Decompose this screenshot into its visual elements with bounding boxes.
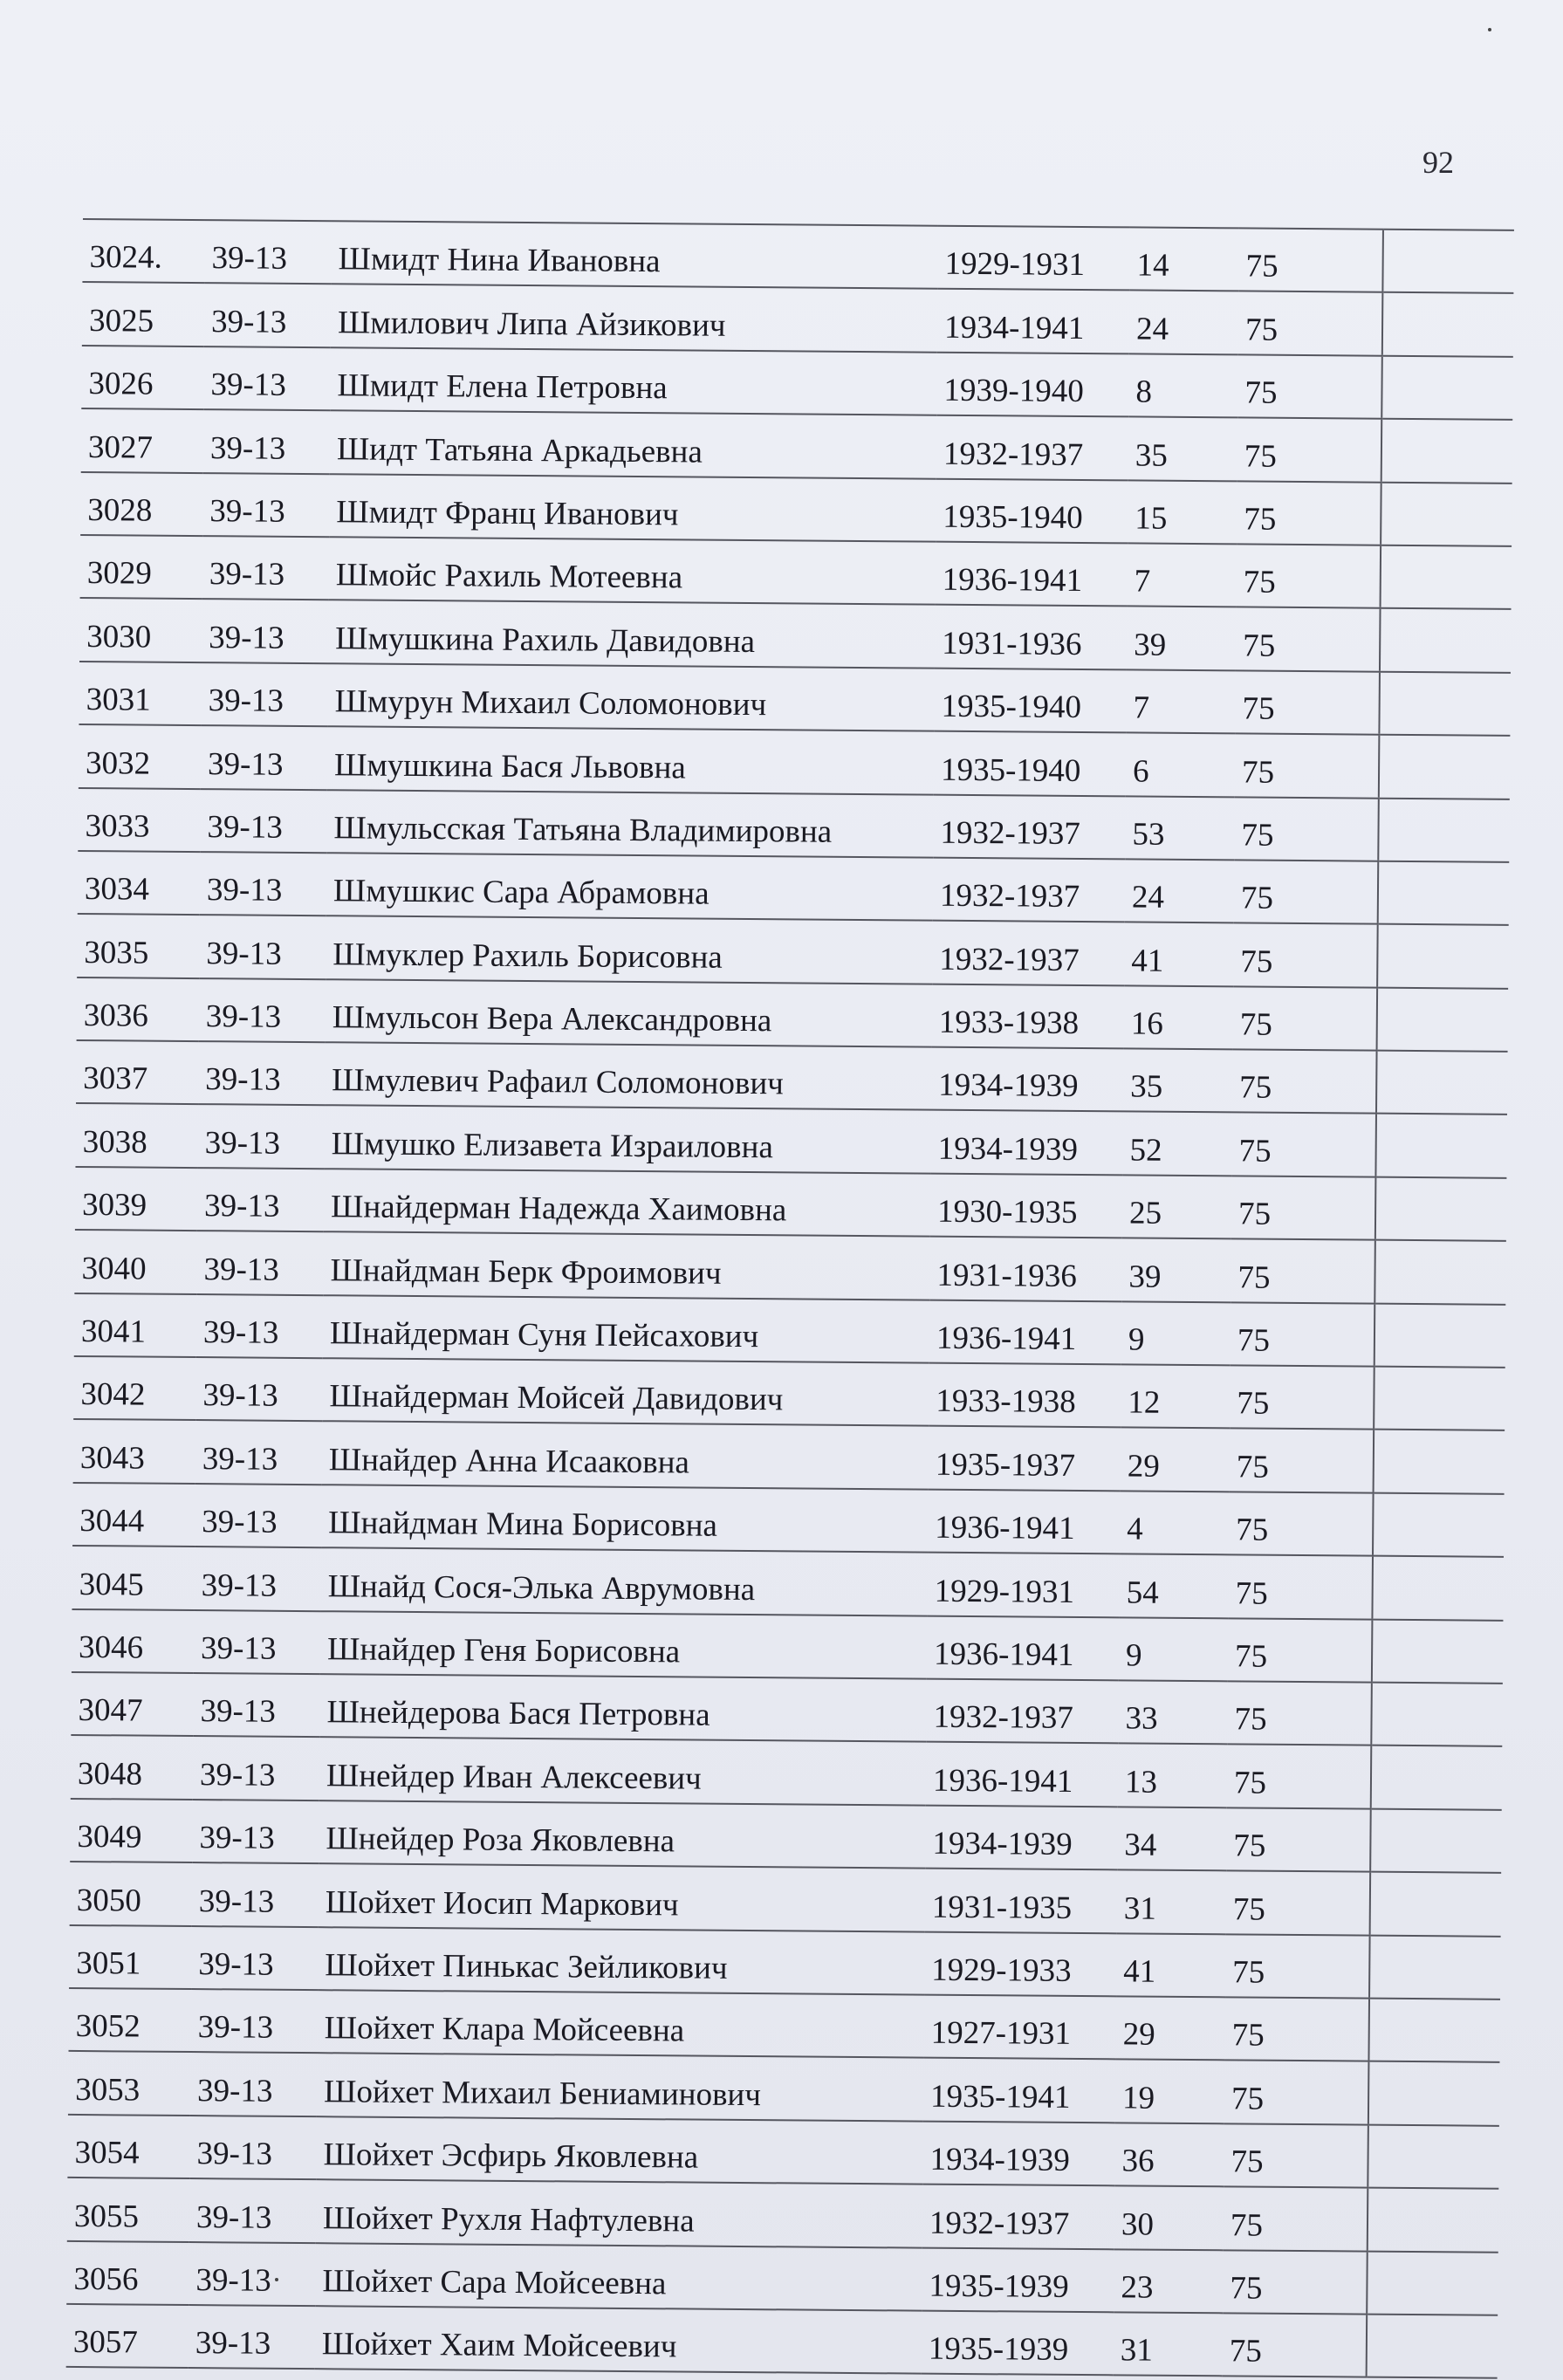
- sheet-count: 24: [1125, 859, 1235, 923]
- table-row: [68, 2051, 1500, 2125]
- person-name: Шмулевич Рафаил Соломонович: [325, 1042, 932, 1110]
- retention-term: 75: [1236, 607, 1381, 672]
- record-number: 3028: [80, 472, 203, 536]
- empty-cell: [1381, 545, 1512, 610]
- retention-term: 75: [1237, 354, 1382, 419]
- person-name: Шмушкина Бася Львовна: [327, 726, 935, 794]
- table-row: [70, 1862, 1502, 1936]
- empty-cell: [1370, 1808, 1502, 1873]
- empty-cell: [1378, 798, 1510, 862]
- fund-code: 39-13: [192, 1862, 319, 1927]
- year-range: 1929-1933: [924, 1931, 1117, 1996]
- fund-code: 39-13: [197, 1168, 325, 1232]
- sheet-count: 4: [1120, 1491, 1230, 1554]
- fund-code: 39-13: [194, 1547, 321, 1611]
- record-number: 3040: [74, 1230, 197, 1293]
- retention-term: 75: [1231, 1176, 1376, 1240]
- sheet-count: 35: [1128, 417, 1238, 481]
- person-name: Шнайдман Мина Борисовна: [321, 1485, 929, 1553]
- person-name: Шмушкис Сара Абрамовна: [326, 853, 934, 921]
- sheet-count: 7: [1126, 669, 1236, 733]
- fund-code: 39-13: [195, 1420, 323, 1485]
- record-number: 3038: [75, 1103, 198, 1167]
- retention-term: 75: [1231, 1113, 1376, 1177]
- retention-term: 75: [1230, 1429, 1374, 1493]
- sheet-count: 31: [1117, 1870, 1227, 1934]
- sheet-count: 29: [1121, 1428, 1231, 1492]
- person-name: Шнайдерман Суня Пейсахович: [323, 1295, 930, 1363]
- retention-term: 75: [1234, 860, 1379, 924]
- record-number: 3035: [77, 914, 200, 977]
- person-name: Шнайдерман Мойсей Давидович: [322, 1358, 929, 1426]
- table-row: [81, 408, 1513, 483]
- retention-term: 75: [1235, 670, 1380, 735]
- table-row: [81, 346, 1513, 420]
- fund-code: 39-13: [190, 1989, 318, 2054]
- person-name: Шойхет Иосип Маркович: [319, 1863, 926, 1931]
- sheet-count: 41: [1116, 1933, 1226, 1997]
- person-name: Шойхет Пинькас Зейликович: [318, 1927, 925, 1995]
- sheet-count: 39: [1127, 607, 1237, 670]
- record-number: 3025: [82, 282, 205, 346]
- sheet-count: 13: [1118, 1744, 1228, 1807]
- table-row: [71, 1672, 1503, 1746]
- person-name: Шмульсская Татьяна Владимировна: [326, 790, 934, 858]
- table-row: [69, 1924, 1501, 1999]
- empty-cell: [1375, 1177, 1507, 1242]
- fund-code: 39-13: [196, 1294, 324, 1359]
- record-number: 3057: [66, 2304, 189, 2368]
- sheet-count: 34: [1117, 1807, 1227, 1870]
- fund-code: 39-13: [189, 2242, 316, 2307]
- empty-cell: [1379, 735, 1511, 799]
- table-row: [78, 787, 1510, 861]
- record-number: 3052: [69, 1988, 192, 2052]
- empty-cell: [1373, 1492, 1505, 1557]
- empty-cell: [1367, 2251, 1498, 2315]
- record-number: 3043: [73, 1419, 196, 1483]
- sheet-count: 16: [1124, 985, 1234, 1049]
- sheet-count: 23: [1114, 2249, 1224, 2313]
- person-name: Шойхет Рухля Нафтулевна: [316, 2179, 923, 2247]
- empty-cell: [1371, 1683, 1503, 1747]
- year-range: 1929-1931: [937, 226, 1130, 291]
- empty-cell: [1375, 1114, 1507, 1178]
- retention-term: 75: [1224, 2123, 1368, 2188]
- empty-cell: [1377, 987, 1509, 1052]
- record-number: 3037: [76, 1040, 199, 1104]
- sheet-count: 36: [1114, 2123, 1224, 2186]
- record-number: 3030: [79, 598, 202, 662]
- table-row: [74, 1293, 1506, 1368]
- year-range: 1931-1936: [935, 605, 1128, 669]
- year-range: 1933-1938: [929, 1363, 1121, 1428]
- retention-term: 75: [1227, 1681, 1372, 1746]
- table-row: [67, 2178, 1499, 2252]
- sheet-count: 31: [1114, 2312, 1224, 2376]
- table-row: [76, 1040, 1508, 1115]
- year-range: 1939-1940: [936, 352, 1129, 416]
- speck-dot: [1488, 28, 1491, 31]
- year-range: 1936-1941: [929, 1300, 1122, 1364]
- year-range: 1936-1941: [936, 542, 1128, 607]
- retention-term: 75: [1226, 1807, 1371, 1872]
- fund-code: 39-13: [196, 1231, 324, 1295]
- year-range: 1932-1937: [933, 794, 1126, 859]
- table-row: [66, 2240, 1498, 2315]
- record-number: 3042: [73, 1356, 196, 1420]
- table-row: [77, 977, 1509, 1052]
- fund-code: 39-13: [203, 409, 331, 474]
- fund-code: 39-13: [197, 1105, 325, 1169]
- retention-term: 75: [1233, 923, 1378, 988]
- person-name: Шойхет Хаим Мойсеевич: [315, 2306, 922, 2374]
- record-number: 3027: [81, 408, 204, 472]
- table-row: [75, 1167, 1507, 1241]
- year-range: 1936-1941: [927, 1615, 1120, 1680]
- record-number: 3039: [75, 1167, 198, 1231]
- record-number: 3050: [70, 1862, 193, 1925]
- table-row: [73, 1356, 1505, 1430]
- year-range: 1934-1939: [931, 1047, 1124, 1112]
- empty-cell: [1371, 1746, 1503, 1810]
- sheet-count: 39: [1121, 1238, 1231, 1302]
- year-range: 1935-1940: [934, 668, 1127, 732]
- fund-code: 39-13: [189, 2178, 317, 2243]
- empty-cell: [1381, 482, 1512, 546]
- empty-cell: [1368, 2061, 1500, 2126]
- retention-term: 75: [1225, 1934, 1370, 1999]
- sheet-count: 12: [1121, 1364, 1231, 1428]
- sheet-count: 7: [1128, 543, 1237, 607]
- sheet-count: 24: [1129, 291, 1239, 354]
- person-name: Шойхет Михаил Бениаминович: [317, 2054, 924, 2122]
- retention-term: 75: [1235, 734, 1380, 799]
- retention-term: 75: [1231, 1302, 1375, 1367]
- retention-term: 75: [1238, 291, 1383, 356]
- empty-cell: [1374, 1367, 1505, 1431]
- sheet-count: 15: [1128, 480, 1237, 544]
- person-name: Шмушко Елизавета Израиловна: [324, 1106, 931, 1174]
- fund-code: 39-13: [202, 536, 330, 600]
- person-name: Шнайд Сося-Элька Аврумовна: [320, 1547, 928, 1615]
- fund-code: 39-13: [199, 978, 326, 1043]
- sheet-count: 14: [1129, 227, 1239, 291]
- fund-code: 39-13: [204, 220, 332, 285]
- person-name: Шнайдерман Надежда Хаимовна: [324, 1169, 931, 1237]
- person-name: Шмидт Елена Петровна: [330, 347, 937, 415]
- person-name: Шмуклер Рахиль Борисовна: [326, 916, 933, 984]
- fund-code: 39-13: [202, 473, 330, 538]
- record-number: 3054: [67, 2115, 190, 2178]
- person-name: Шмойс Рахиль Мотеевна: [329, 537, 936, 605]
- table-row: [80, 535, 1512, 609]
- record-number: 3033: [78, 787, 201, 851]
- sheet-count: 9: [1119, 1617, 1229, 1681]
- record-number: 3029: [80, 535, 203, 599]
- empty-cell: [1368, 1999, 1500, 2063]
- empty-cell: [1377, 924, 1509, 989]
- fund-code: 39-13: [199, 915, 326, 979]
- year-range: 1935-1940: [934, 731, 1127, 796]
- empty-cell: [1381, 419, 1513, 484]
- year-range: 1934-1941: [937, 289, 1130, 353]
- sheet-count: 6: [1126, 733, 1236, 797]
- year-range: 1935-1937: [929, 1426, 1121, 1491]
- retention-term: 75: [1223, 2250, 1368, 2315]
- retention-term: 75: [1237, 481, 1381, 545]
- fund-code: 39-13: [195, 1357, 323, 1422]
- person-name: Шнайдер Анна Исааковна: [322, 1422, 929, 1490]
- empty-cell: [1381, 355, 1513, 420]
- table-row: [72, 1483, 1505, 1557]
- record-number: 3024.: [82, 219, 205, 283]
- table-row: [66, 2304, 1498, 2378]
- record-number: 3048: [71, 1735, 194, 1799]
- fund-code: 39-13: [189, 2116, 317, 2180]
- sheet-count: 35: [1123, 1048, 1233, 1112]
- table-row: [79, 724, 1511, 799]
- year-range: 1931-1936: [929, 1237, 1122, 1301]
- retention-term: 75: [1224, 2061, 1369, 2125]
- register-body: [66, 219, 1514, 2378]
- fund-code: 39-13: [201, 725, 328, 790]
- sheet-count: 54: [1119, 1554, 1229, 1618]
- record-number: 3032: [79, 724, 202, 788]
- table-row: [67, 2115, 1499, 2189]
- fund-code: 39-13: [200, 852, 327, 916]
- retention-term: 75: [1237, 544, 1381, 608]
- fund-code: 39-13: [204, 283, 332, 347]
- year-range: 1935-1939: [922, 2311, 1114, 2376]
- record-number: 3049: [70, 1799, 193, 1862]
- year-range: 1933-1938: [932, 984, 1125, 1048]
- person-name: Шидт Татьяна Аркадьевна: [330, 410, 937, 478]
- table-row: [80, 472, 1512, 546]
- table-row: [79, 662, 1511, 736]
- person-name: Шойхет Клара Мойсеевна: [317, 1990, 924, 2058]
- record-number: 3036: [77, 977, 200, 1041]
- person-name: Шойхет Эсфирь Яковлевна: [316, 2116, 923, 2185]
- retention-term: 75: [1232, 1049, 1377, 1114]
- table-row: [74, 1230, 1506, 1304]
- year-range: 1932-1937: [932, 921, 1125, 985]
- retention-term: 75: [1237, 418, 1382, 483]
- table-row: [79, 598, 1512, 672]
- year-range: 1927-1931: [923, 1995, 1116, 2060]
- record-number: 3031: [79, 662, 202, 725]
- retention-term: 75: [1234, 797, 1379, 861]
- sheet-count: 25: [1122, 1175, 1232, 1238]
- fund-code: 39-13: [189, 2305, 316, 2370]
- person-name: Шнейдер Иван Алексеевич: [319, 1738, 927, 1806]
- year-range: 1934-1939: [922, 2121, 1115, 2185]
- retention-term: 75: [1227, 1745, 1372, 1809]
- empty-cell: [1376, 1051, 1508, 1115]
- retention-term: 75: [1231, 1239, 1375, 1304]
- record-number: 3026: [81, 346, 204, 409]
- record-number: 3056: [66, 2240, 189, 2304]
- empty-cell: [1372, 1619, 1504, 1684]
- record-number: 3041: [74, 1293, 197, 1357]
- retention-term: 75: [1223, 2313, 1368, 2377]
- person-name: Шнайдер Геня Борисовна: [320, 1611, 928, 1679]
- year-range: 1932-1937: [936, 415, 1129, 480]
- year-range: 1934-1939: [925, 1805, 1118, 1869]
- year-range: 1932-1937: [926, 1679, 1119, 1744]
- record-number: 3034: [78, 851, 201, 915]
- person-name: Шмилович Липа Айзикович: [331, 285, 938, 353]
- sheet-count: 9: [1121, 1301, 1231, 1365]
- retention-term: 75: [1228, 1618, 1373, 1683]
- fund-code: 39-13: [201, 662, 328, 727]
- year-range: 1936-1941: [926, 1742, 1119, 1807]
- empty-cell: [1367, 2315, 1498, 2379]
- table-row: [82, 282, 1514, 356]
- empty-cell: [1378, 861, 1510, 926]
- table-row: [82, 219, 1514, 293]
- empty-cell: [1368, 2124, 1499, 2189]
- retention-term: 75: [1224, 1997, 1369, 2061]
- empty-cell: [1374, 1430, 1505, 1494]
- sheet-count: 53: [1125, 796, 1235, 860]
- retention-term: 75: [1230, 1365, 1374, 1430]
- register-table: [66, 218, 1514, 2379]
- record-number: 3045: [72, 1546, 195, 1609]
- empty-cell: [1374, 1240, 1506, 1305]
- year-range: 1936-1941: [928, 1489, 1121, 1554]
- fund-code: 39-13: [191, 1926, 319, 1991]
- fund-code: 39-13: [195, 1484, 322, 1548]
- empty-cell: [1374, 1303, 1506, 1368]
- year-range: 1929-1931: [927, 1553, 1120, 1617]
- record-number: 3047: [71, 1672, 194, 1736]
- person-name: Шойхет Сара Мойсеевна: [315, 2243, 922, 2311]
- sheet-count: 52: [1122, 1112, 1232, 1176]
- year-range: 1934-1939: [930, 1110, 1123, 1175]
- person-name: Шмурун Михаил Соломонович: [327, 663, 935, 731]
- year-range: 1935-1941: [923, 2058, 1116, 2123]
- retention-term: 75: [1233, 986, 1378, 1051]
- year-range: 1932-1937: [933, 858, 1126, 923]
- fund-code: 39-13: [200, 789, 327, 854]
- person-name: Шнейдер Роза Яковлевна: [319, 1800, 926, 1869]
- year-range: 1935-1940: [936, 478, 1128, 543]
- fund-code: 39-13: [202, 599, 329, 663]
- fund-code: 39-13: [193, 1736, 320, 1800]
- table-row: [78, 851, 1510, 925]
- year-range: 1930-1935: [930, 1174, 1123, 1238]
- table-row: [75, 1103, 1507, 1177]
- empty-cell: [1370, 1872, 1502, 1937]
- retention-term: 75: [1224, 2186, 1368, 2251]
- year-range: 1931-1935: [925, 1869, 1118, 1933]
- sheet-count: 8: [1128, 353, 1238, 417]
- sheet-count: 33: [1118, 1680, 1228, 1744]
- fund-code: 39-13: [194, 1610, 321, 1675]
- person-name: Шмидт Франц Иванович: [329, 474, 936, 542]
- table-row: [72, 1546, 1504, 1620]
- empty-cell: [1369, 1935, 1501, 1999]
- empty-cell: [1382, 230, 1514, 294]
- sheet-count: 41: [1124, 923, 1234, 986]
- empty-cell: [1372, 1556, 1504, 1621]
- person-name: Шнейдерова Бася Петровна: [319, 1674, 927, 1742]
- record-number: 3044: [72, 1483, 195, 1547]
- record-number: 3055: [67, 2178, 190, 2241]
- table-row: [70, 1799, 1502, 1873]
- table-row: [77, 914, 1509, 988]
- person-name: Шмидт Нина Ивановна: [331, 221, 938, 289]
- table-row: [73, 1419, 1505, 1493]
- empty-cell: [1382, 292, 1514, 357]
- empty-cell: [1368, 2188, 1499, 2253]
- page-number: 92: [1422, 145, 1454, 180]
- fund-code: 39-13: [192, 1800, 319, 1864]
- fund-code: 39-13: [193, 1673, 320, 1738]
- empty-cell: [1379, 671, 1511, 736]
- fund-code: 39-13: [190, 2052, 318, 2116]
- sheet-count: 29: [1115, 1996, 1225, 2060]
- retention-term: 75: [1226, 1871, 1371, 1936]
- record-number: 3053: [68, 2051, 191, 2115]
- sheet-count: 30: [1114, 2185, 1224, 2249]
- retention-term: 75: [1238, 228, 1383, 292]
- person-name: Шнайдман Берк Фроимович: [323, 1231, 930, 1300]
- year-range: 1935-1939: [922, 2247, 1114, 2312]
- table-row: [69, 1988, 1501, 2062]
- fund-code: 39-13: [203, 346, 331, 411]
- table-row: [71, 1735, 1503, 1809]
- person-name: Шмушкина Рахиль Давидовна: [328, 600, 936, 669]
- person-name: Шмульсон Вера Александровна: [326, 979, 933, 1047]
- table-row: [72, 1609, 1504, 1684]
- record-number: 3051: [69, 1924, 192, 1988]
- retention-term: 75: [1229, 1492, 1374, 1556]
- fund-code: 39-13: [198, 1041, 326, 1106]
- record-number: 3046: [72, 1609, 195, 1673]
- year-range: 1932-1937: [922, 2185, 1115, 2249]
- empty-cell: [1380, 608, 1512, 673]
- retention-term: 75: [1228, 1555, 1373, 1620]
- sheet-count: 19: [1115, 2060, 1225, 2123]
